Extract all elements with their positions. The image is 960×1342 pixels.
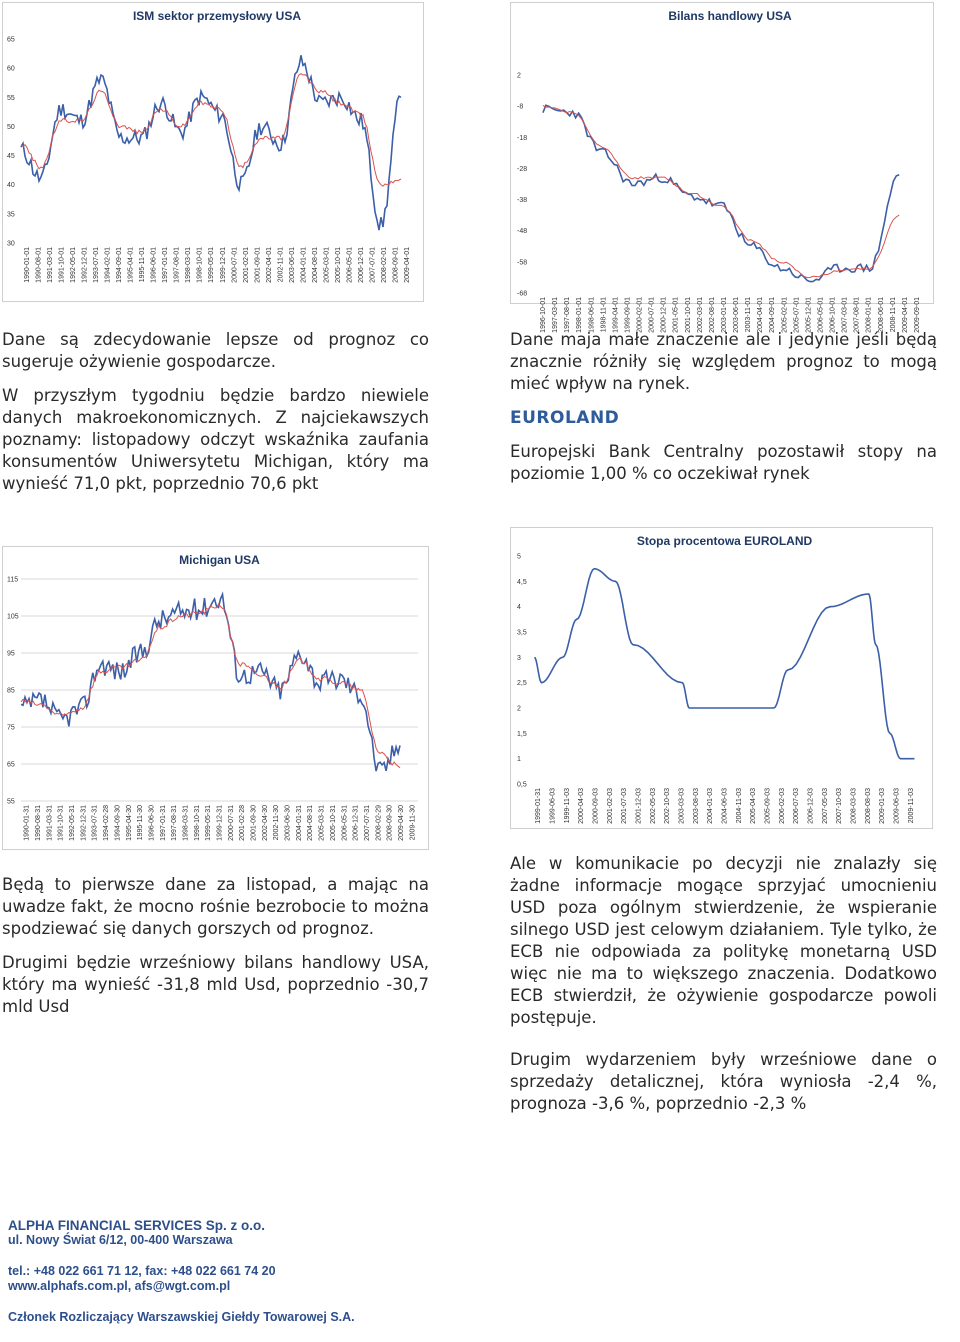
x-tick-label: 2002-03-01 bbox=[696, 297, 704, 333]
section-header: EUROLAND bbox=[510, 408, 620, 428]
x-tick-label: 1999-09-01 bbox=[624, 297, 632, 333]
chart-title: Bilans handlowy USA bbox=[668, 9, 792, 23]
x-tick-label: 1998-01-01 bbox=[576, 297, 584, 333]
paragraph: Dane maja małe znaczenie ale i jedynie jeśli będą znacznie różniły się względem prognoz to mogą mieć wpływ na rynek. bbox=[510, 330, 937, 393]
y-tick-label: 105 bbox=[7, 613, 19, 621]
y-tick-label: -58 bbox=[517, 259, 528, 267]
x-tick-label: 2009-11-03 bbox=[907, 788, 915, 824]
michigan-chart bbox=[2, 546, 429, 850]
michigan-chart-svg bbox=[3, 547, 428, 849]
moving-average-line bbox=[21, 74, 401, 186]
x-tick-label: 2007-05-03 bbox=[821, 788, 829, 824]
x-tick-label: 2005-12-01 bbox=[805, 297, 813, 333]
x-tick-label: 1995-04-01 bbox=[127, 247, 135, 283]
y-tick-label: 75 bbox=[7, 724, 15, 732]
x-tick-label: 1993-07-31 bbox=[91, 805, 99, 841]
y-tick-label: 65 bbox=[7, 761, 15, 769]
x-tick-label: 2001-12-03 bbox=[635, 788, 643, 824]
x-tick-label: 2009-06-03 bbox=[893, 788, 901, 824]
x-tick-label: 2002-10-03 bbox=[664, 788, 672, 824]
x-tick-label: 2004-09-01 bbox=[769, 297, 777, 333]
y-tick-label: 2 bbox=[517, 72, 521, 80]
y-tick-label: -48 bbox=[517, 228, 528, 236]
x-tick-label: 2000-09-03 bbox=[592, 788, 600, 824]
trade-chart-svg bbox=[511, 3, 933, 333]
x-tick-label: 1997-01-01 bbox=[162, 247, 170, 283]
x-tick-label: 2003-06-30 bbox=[284, 805, 292, 841]
paragraph: Ale w komunikacie po decyzji nie znalazły się żadne informacje mogące sprzyjać umocnieniu USD poza ogólnym stwierdzenie, że wspieranie silnego USD jest celowym działaniem. Tyle tylko, że ECB nie odpowiada za politykę monetarną USD więc nie ma to większego znaczenia. Dodatkowo ECB stwierdził, że ożywienie gospodarcze powoli postępuje. bbox=[510, 854, 937, 1027]
x-tick-label: 1999-12-01 bbox=[219, 247, 227, 283]
x-tick-label: 1999-04-01 bbox=[612, 297, 620, 333]
y-tick-label: 55 bbox=[7, 798, 15, 806]
x-tick-label: 2009-04-01 bbox=[404, 247, 412, 283]
x-tick-label: 2004-01-01 bbox=[300, 247, 308, 283]
x-tick-label: 2001-02-01 bbox=[242, 247, 250, 283]
x-tick-label: 2007-10-03 bbox=[836, 788, 844, 824]
x-tick-label: 1999-01-31 bbox=[535, 788, 543, 824]
footer-address: ul. Nowy Świat 6/12, 00-400 Warszawa bbox=[8, 1233, 233, 1247]
x-tick-label: 1999-11-03 bbox=[563, 788, 571, 824]
footer-member: Członek Rozliczający Warszawskiej Giełdy Towarowej S.A. bbox=[8, 1310, 355, 1324]
series-line bbox=[535, 569, 915, 759]
x-tick-label: 2005-04-03 bbox=[750, 788, 758, 824]
footer-web: www.alphafs.com.pl, afs@wgt.com.pl bbox=[8, 1279, 231, 1293]
x-tick-label: 2009-04-30 bbox=[397, 805, 405, 841]
x-tick-label: 1998-10-01 bbox=[196, 247, 204, 283]
x-tick-label: 2006-05-01 bbox=[817, 297, 825, 333]
y-tick-label: 95 bbox=[7, 650, 15, 658]
x-tick-label: 2003-01-01 bbox=[720, 297, 728, 333]
x-tick-label: 2007-08-01 bbox=[853, 297, 861, 333]
x-tick-label: 2004-08-31 bbox=[307, 805, 315, 841]
x-tick-label: 1999-05-01 bbox=[208, 247, 216, 283]
y-tick-label: 2 bbox=[517, 705, 521, 713]
x-tick-label: 1997-03-01 bbox=[552, 297, 560, 333]
x-tick-label: 2004-06-03 bbox=[721, 788, 729, 824]
x-tick-label: 2003-11-01 bbox=[745, 297, 753, 333]
ism-chart-svg bbox=[3, 3, 423, 301]
x-tick-label: 1994-09-01 bbox=[116, 247, 123, 283]
x-tick-label: 2005-03-01 bbox=[323, 247, 331, 283]
y-tick-label: 3 bbox=[517, 654, 521, 662]
paragraph: Dane są zdecydowanie lepsze od prognoz co sugeruje ożywienie gospodarcze. bbox=[2, 330, 429, 371]
x-tick-label: 2009-09-01 bbox=[913, 297, 921, 333]
series-line bbox=[21, 594, 400, 771]
x-tick-label: 2000-07-01 bbox=[231, 247, 239, 283]
x-tick-label: 2001-02-28 bbox=[239, 805, 247, 841]
x-tick-label: 2004-11-03 bbox=[735, 788, 743, 824]
x-tick-label: 2005-03-31 bbox=[318, 805, 326, 841]
y-tick-label: 65 bbox=[7, 36, 15, 44]
x-tick-label: 2004-01-31 bbox=[295, 805, 303, 841]
right-top-text bbox=[510, 329, 937, 497]
x-tick-label: 2007-07-01 bbox=[369, 247, 377, 283]
x-tick-label: 1994-09-30 bbox=[114, 805, 122, 841]
series-line bbox=[21, 55, 401, 230]
y-tick-label: 4,5 bbox=[517, 578, 527, 586]
x-tick-label: 2009-11-30 bbox=[409, 805, 417, 841]
y-tick-label: 2,5 bbox=[517, 680, 527, 688]
x-tick-label: 1997-08-31 bbox=[171, 805, 179, 841]
x-tick-label: 1992-05-31 bbox=[69, 805, 77, 841]
y-tick-label: 0,5 bbox=[517, 781, 527, 789]
y-tick-label: -28 bbox=[517, 165, 528, 173]
paragraph: Drugimi będzie wrześniowy bilans handlowy USA, który ma wynieść -31,8 mld Usd, poprzednio -30,7 mld Usd bbox=[2, 953, 429, 1016]
x-tick-label: 1993-07-01 bbox=[92, 247, 100, 283]
x-tick-label: 1992-05-01 bbox=[69, 247, 77, 283]
x-tick-label: 1995-11-01 bbox=[139, 247, 147, 283]
x-tick-label: 2001-05-01 bbox=[672, 297, 680, 333]
x-tick-label: 2004-08-01 bbox=[312, 247, 319, 283]
x-tick-label: 2003-03-03 bbox=[678, 788, 686, 824]
x-tick-label: 2006-12-03 bbox=[807, 788, 815, 824]
x-tick-label: 1999-12-31 bbox=[216, 805, 224, 841]
x-tick-label: 2003-08-03 bbox=[692, 788, 700, 824]
x-tick-label: 2004-01-03 bbox=[707, 788, 715, 824]
x-tick-label: 1999-06-03 bbox=[549, 788, 557, 824]
moving-average-line bbox=[543, 105, 899, 277]
x-tick-label: 2000-07-01 bbox=[648, 297, 656, 333]
chart-title: Michigan USA bbox=[179, 553, 260, 567]
x-tick-label: 2008-09-01 bbox=[392, 247, 400, 283]
x-tick-label: 1990-08-31 bbox=[35, 805, 43, 841]
y-tick-label: 30 bbox=[7, 240, 15, 248]
x-tick-label: 2008-02-01 bbox=[381, 247, 389, 283]
x-tick-label: 2001-07-03 bbox=[621, 788, 629, 824]
y-tick-label: -38 bbox=[517, 197, 528, 205]
footer bbox=[8, 1218, 608, 1325]
y-tick-label: 60 bbox=[7, 65, 15, 73]
x-tick-label: 1992-12-31 bbox=[80, 805, 88, 841]
chart-title: ISM sektor przemysłowy USA bbox=[132, 9, 302, 23]
x-tick-label: 2001-10-01 bbox=[684, 297, 692, 333]
x-tick-label: 2000-04-03 bbox=[578, 788, 586, 824]
right-bottom-text bbox=[510, 853, 937, 1127]
x-tick-label: 1992-12-01 bbox=[81, 247, 89, 283]
x-tick-label: 2005-10-01 bbox=[335, 247, 343, 283]
left-top-text bbox=[2, 329, 429, 507]
x-tick-label: 1996-06-01 bbox=[150, 247, 158, 283]
y-tick-label: 3,5 bbox=[517, 629, 527, 637]
y-tick-label: 1 bbox=[517, 756, 521, 764]
x-tick-label: 2006-07-03 bbox=[793, 788, 801, 824]
x-tick-label: 2005-07-01 bbox=[793, 297, 801, 333]
x-tick-label: 1994-02-28 bbox=[103, 805, 111, 841]
x-tick-label: 2002-08-01 bbox=[708, 297, 716, 333]
x-tick-label: 2004-04-01 bbox=[757, 297, 765, 333]
x-tick-label: 2008-09-30 bbox=[386, 805, 394, 841]
x-tick-label: 2009-01-03 bbox=[879, 788, 887, 824]
y-tick-label: 115 bbox=[7, 576, 19, 584]
x-tick-label: 1995-11-30 bbox=[137, 805, 145, 841]
left-bottom-text bbox=[2, 874, 429, 1030]
x-tick-label: 2005-09-03 bbox=[764, 788, 772, 824]
y-tick-label: -8 bbox=[517, 103, 524, 111]
y-tick-label: 85 bbox=[7, 687, 15, 695]
x-tick-label: 2001-09-01 bbox=[254, 247, 262, 283]
x-tick-label: 1991-10-31 bbox=[57, 805, 65, 841]
x-tick-label: 1991-10-01 bbox=[58, 247, 66, 283]
trade-balance-chart bbox=[510, 2, 934, 333]
y-tick-label: 40 bbox=[7, 182, 15, 190]
x-tick-label: 2000-12-01 bbox=[660, 297, 668, 333]
x-tick-label: 1998-10-31 bbox=[193, 805, 201, 841]
x-tick-label: 1997-08-01 bbox=[173, 247, 181, 283]
x-tick-label: 2008-08-03 bbox=[864, 788, 872, 824]
x-tick-label: 2000-02-01 bbox=[636, 297, 644, 333]
x-tick-label: 1991-03-01 bbox=[46, 247, 54, 283]
paragraph: Drugim wydarzeniem były wrześniowe dane o sprzedaży detalicznej, która wyniosła -2,4 %, prognoza -3,6 %, poprzednio -2,3 % bbox=[510, 1050, 937, 1113]
y-tick-label: 50 bbox=[7, 123, 15, 131]
y-tick-label: 4 bbox=[517, 604, 521, 612]
x-tick-label: 2002-05-03 bbox=[649, 788, 657, 824]
x-tick-label: 2002-04-30 bbox=[261, 805, 269, 841]
x-tick-label: 2006-05-31 bbox=[341, 805, 349, 841]
x-tick-label: 1990-01-01 bbox=[23, 247, 31, 283]
x-tick-label: 1998-03-31 bbox=[182, 805, 190, 841]
series-line bbox=[543, 105, 899, 281]
x-tick-label: 1990-08-01 bbox=[35, 247, 43, 283]
x-tick-label: 2006-10-01 bbox=[829, 297, 837, 333]
y-tick-label: 35 bbox=[7, 211, 15, 219]
x-tick-label: 2000-07-31 bbox=[227, 805, 235, 841]
y-tick-label: -68 bbox=[517, 290, 528, 298]
y-tick-label: 5 bbox=[517, 553, 521, 561]
x-tick-label: 1991-03-31 bbox=[46, 805, 54, 841]
paragraph: W przyszłym tygodniu będzie bardzo niewiele danych makroekonomicznych. Z najciekawszych poznamy: listopadowy odczyt wskaźnika zaufania konsumentów Uniwersytetu Michigan, który ma wynieść 71,0 pkt, poprzednio 70,6 pkt bbox=[2, 386, 429, 493]
paragraph: Europejski Bank Centralny pozostawił stopy na poziomie 1,00 % co oczekiwał rynek bbox=[510, 442, 937, 483]
footer-phone: tel.: +48 022 661 71 12, fax: +48 022 661 74 20 bbox=[8, 1264, 276, 1278]
x-tick-label: 1999-05-31 bbox=[205, 805, 213, 841]
x-tick-label: 2005-10-31 bbox=[329, 805, 337, 841]
paragraph: Będą to pierwsze dane za listopad, a mając na uwadze fakt, że mocno rośnie bezrobocie to można spodziewać się danych gorszych od prognoz. bbox=[2, 875, 429, 938]
moving-average-line bbox=[21, 604, 400, 768]
x-tick-label: 2001-02-03 bbox=[606, 788, 614, 824]
x-tick-label: 2006-05-01 bbox=[346, 247, 354, 283]
x-tick-label: 1994-02-01 bbox=[104, 247, 112, 283]
y-tick-label: 55 bbox=[7, 94, 15, 102]
footer-company: ALPHA FINANCIAL SERVICES Sp. z o.o. bbox=[8, 1218, 266, 1233]
x-tick-label: 2003-06-01 bbox=[288, 247, 296, 283]
x-tick-label: 2007-03-01 bbox=[841, 297, 849, 333]
x-tick-label: 2006-12-31 bbox=[352, 805, 360, 841]
x-tick-label: 2008-02-29 bbox=[375, 805, 383, 841]
x-tick-label: 1998-03-01 bbox=[185, 247, 193, 283]
y-tick-label: 45 bbox=[7, 153, 15, 161]
x-tick-label: 2008-06-01 bbox=[877, 297, 885, 333]
x-tick-label: 2008-03-03 bbox=[850, 788, 858, 824]
y-tick-label: 1,5 bbox=[517, 730, 527, 738]
x-tick-label: 2009-04-01 bbox=[901, 297, 909, 333]
x-tick-label: 2006-12-01 bbox=[358, 247, 366, 283]
y-tick-label: -18 bbox=[517, 134, 528, 142]
x-tick-label: 1995-04-30 bbox=[125, 805, 133, 841]
x-tick-label: 2006-02-03 bbox=[778, 788, 786, 824]
x-tick-label: 1997-08-01 bbox=[564, 297, 572, 333]
x-tick-label: 1997-01-31 bbox=[159, 805, 167, 841]
x-tick-label: 1998-06-01 bbox=[588, 297, 596, 333]
x-tick-label: 2007-07-31 bbox=[363, 805, 371, 841]
x-tick-label: 2002-04-01 bbox=[265, 247, 273, 283]
x-tick-label: 2005-02-01 bbox=[781, 297, 789, 333]
x-tick-label: 2002-11-01 bbox=[277, 247, 285, 283]
x-tick-label: 1996-10-01 bbox=[540, 297, 548, 333]
x-tick-label: 2008-11-01 bbox=[889, 297, 897, 333]
x-tick-label: 2002-11-30 bbox=[273, 805, 281, 841]
ism-chart bbox=[2, 2, 424, 302]
x-tick-label: 2008-01-01 bbox=[865, 297, 873, 333]
x-tick-label: 2001-09-30 bbox=[250, 805, 258, 841]
x-tick-label: 2003-06-01 bbox=[733, 297, 741, 333]
ecb-chart-svg bbox=[511, 528, 932, 828]
x-tick-label: 1996-06-30 bbox=[148, 805, 156, 841]
x-tick-label: 1990-01-31 bbox=[23, 805, 31, 841]
x-tick-label: 1998-11-01 bbox=[600, 297, 608, 333]
chart-title: Stopa procentowa EUROLAND bbox=[636, 534, 813, 548]
ecb-rate-chart bbox=[510, 527, 933, 829]
